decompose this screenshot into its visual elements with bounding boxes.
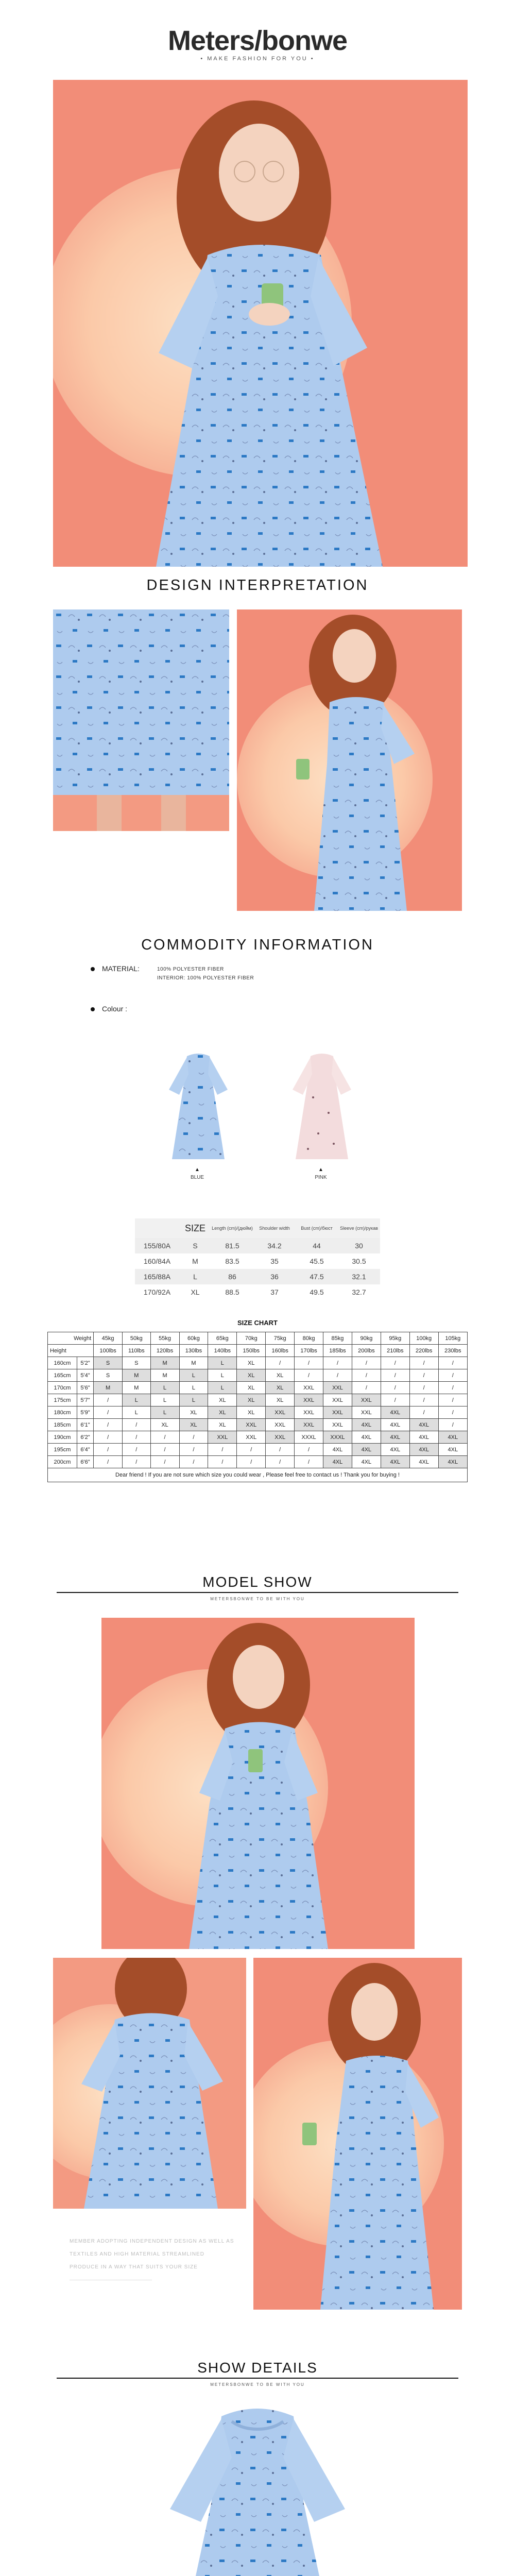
size-chart-cell: XL bbox=[237, 1369, 266, 1382]
size-chart-note-row bbox=[48, 1468, 468, 1482]
size-chart-height-cm: 195cm bbox=[48, 1444, 77, 1456]
size-chart-cell: XXL bbox=[208, 1431, 237, 1444]
size-chart-weight-kg: 85kg bbox=[323, 1332, 352, 1345]
section-divider bbox=[57, 1592, 458, 1593]
size-chart-cell: / bbox=[123, 1431, 151, 1444]
table-row bbox=[48, 1419, 468, 1431]
size-chart-cell: / bbox=[295, 1357, 323, 1369]
size-chart-cell: / bbox=[352, 1382, 381, 1394]
section-title-design: DESIGN INTERPRETATION bbox=[146, 577, 369, 594]
size-chart-weight-kg: 55kg bbox=[150, 1332, 179, 1345]
size-chart-cell: L bbox=[150, 1394, 179, 1406]
size-chart-height-ft: 5'4" bbox=[77, 1369, 93, 1382]
table-cell: 44 bbox=[296, 1238, 338, 1253]
colour-swatch-blue[interactable] bbox=[164, 1051, 233, 1164]
size-chart-height-cm: 160cm bbox=[48, 1357, 77, 1369]
size-chart-cell: / bbox=[266, 1456, 295, 1468]
colour-name-pink: PINK bbox=[315, 1175, 327, 1180]
colour-bullet bbox=[91, 1005, 127, 1013]
model-show-photo-side bbox=[253, 1958, 462, 2310]
size-chart-cell: XL bbox=[150, 1419, 179, 1431]
size-chart-cell: / bbox=[438, 1357, 467, 1369]
bullet-dot-icon bbox=[91, 967, 95, 971]
size-chart-cell: 4XL bbox=[381, 1444, 409, 1456]
size-chart-cell: L bbox=[208, 1357, 237, 1369]
size-chart-cell: / bbox=[409, 1394, 438, 1406]
size-chart-header-row bbox=[48, 1345, 468, 1357]
table-cell: M bbox=[192, 1257, 198, 1265]
table-cell: 36 bbox=[253, 1269, 296, 1284]
size-chart-weight-kg: 90kg bbox=[352, 1332, 381, 1345]
size-chart-cell: / bbox=[438, 1394, 467, 1406]
table-cell: 88.5 bbox=[225, 1288, 239, 1296]
header-size: SIZE bbox=[179, 1218, 211, 1238]
size-chart-cell: XXL bbox=[266, 1431, 295, 1444]
section-title-model-show: MODEL SHOW bbox=[202, 1574, 313, 1590]
size-chart-cell: 4XL bbox=[438, 1444, 467, 1456]
size-chart-weight-kg: 95kg bbox=[381, 1332, 409, 1345]
size-chart-weight-kg: 70kg bbox=[237, 1332, 266, 1345]
size-chart-weight-lbs: 100lbs bbox=[94, 1345, 123, 1357]
size-chart-cell: / bbox=[237, 1444, 266, 1456]
size-chart-cell: 4XL bbox=[409, 1444, 438, 1456]
size-chart-weight-lbs: 140lbs bbox=[208, 1345, 237, 1357]
size-chart-cell: M bbox=[123, 1369, 151, 1382]
measurement-row bbox=[135, 1269, 380, 1284]
size-chart-height-cm: 180cm bbox=[48, 1406, 77, 1419]
size-chart-cell: S bbox=[94, 1357, 123, 1369]
size-chart-cell: XXL bbox=[352, 1406, 381, 1419]
size-chart-height-ft: 5'2" bbox=[77, 1357, 93, 1369]
material-label: MATERIAL: bbox=[102, 964, 140, 973]
table-cell: XL bbox=[191, 1288, 200, 1296]
size-chart-cell: XXL bbox=[266, 1406, 295, 1419]
size-chart-cell: XL bbox=[179, 1419, 208, 1431]
table-cell: 160/84A bbox=[143, 1257, 171, 1265]
table-row bbox=[48, 1444, 468, 1456]
table-row bbox=[48, 1431, 468, 1444]
size-chart-height-cm: 170cm bbox=[48, 1382, 77, 1394]
size-chart-cell: / bbox=[150, 1444, 179, 1456]
size-chart-cell: 4XL bbox=[323, 1444, 352, 1456]
size-chart-cell: / bbox=[381, 1394, 409, 1406]
size-chart-weight-kg: 50kg bbox=[123, 1332, 151, 1345]
size-chart-cell: S bbox=[123, 1357, 151, 1369]
size-chart-cell: / bbox=[94, 1431, 123, 1444]
model-show-photo-front bbox=[101, 1618, 415, 1949]
size-chart-weight-lbs: 220lbs bbox=[409, 1345, 438, 1357]
hero-photo bbox=[53, 80, 468, 567]
size-chart-height-cm: 190cm bbox=[48, 1431, 77, 1444]
size-chart-cell: / bbox=[94, 1456, 123, 1468]
size-chart-cell: XL bbox=[208, 1419, 237, 1431]
size-chart-cell: 4XL bbox=[352, 1456, 381, 1468]
size-chart-cell: / bbox=[381, 1357, 409, 1369]
size-chart-cell: M bbox=[179, 1357, 208, 1369]
size-chart-cell: M bbox=[94, 1382, 123, 1394]
size-chart-cell: XXL bbox=[295, 1406, 323, 1419]
table-cell: 35 bbox=[270, 1257, 279, 1265]
size-chart-cell: 4XL bbox=[381, 1456, 409, 1468]
section-title-show-details: SHOW DETAILS bbox=[197, 2360, 318, 2376]
size-chart-cell: XXL bbox=[295, 1394, 323, 1406]
size-chart-corner-weight: Weight bbox=[48, 1332, 94, 1345]
size-chart-weight-lbs: 110lbs bbox=[123, 1345, 151, 1357]
size-chart-weight-lbs: 185lbs bbox=[323, 1345, 352, 1357]
size-chart-weight-kg: 65kg bbox=[208, 1332, 237, 1345]
bullet-dot-icon bbox=[91, 1007, 95, 1011]
caption-line: TEXTILES AND HIGH MATERIAL STREAMLINED bbox=[70, 2251, 204, 2257]
size-chart-cell: XXXL bbox=[295, 1431, 323, 1444]
table-cell: 45.5 bbox=[310, 1257, 324, 1265]
caption-line: MEMBER ADOPTING INDEPENDENT DESIGN AS WELL AS bbox=[70, 2239, 234, 2244]
table-row bbox=[48, 1369, 468, 1382]
size-chart-cell: / bbox=[208, 1456, 237, 1468]
size-chart-cell: XL bbox=[237, 1406, 266, 1419]
size-chart-cell: / bbox=[295, 1456, 323, 1468]
size-chart-cell: XL bbox=[179, 1406, 208, 1419]
colour-label: Colour : bbox=[102, 1005, 128, 1013]
size-chart-cell: S bbox=[94, 1369, 123, 1382]
size-chart-cell: / bbox=[381, 1369, 409, 1382]
table-cell: 32.1 bbox=[338, 1269, 380, 1284]
size-chart-weight-kg: 60kg bbox=[179, 1332, 208, 1345]
brand-name-left: Meters bbox=[167, 25, 255, 56]
size-chart-cell: / bbox=[438, 1406, 467, 1419]
size-chart-cell: XXXL bbox=[323, 1431, 352, 1444]
header-sleeve: Sleeve (cm)/рукав bbox=[338, 1218, 380, 1238]
size-chart-weight-lbs: 170lbs bbox=[295, 1345, 323, 1357]
size-chart-cell: 4XL bbox=[352, 1431, 381, 1444]
size-chart-cell: 4XL bbox=[409, 1431, 438, 1444]
size-chart-cell: / bbox=[295, 1369, 323, 1382]
header-empty-cell bbox=[135, 1218, 179, 1238]
table-cell: 86 bbox=[211, 1269, 253, 1284]
table-cell: 32.7 bbox=[352, 1288, 366, 1296]
size-chart-cell: / bbox=[438, 1419, 467, 1431]
size-chart-height-ft: 5'9" bbox=[77, 1406, 93, 1419]
size-chart-cell: / bbox=[409, 1357, 438, 1369]
size-chart-cell: / bbox=[179, 1444, 208, 1456]
size-chart-cell: L bbox=[123, 1394, 151, 1406]
colour-swatch-pink[interactable] bbox=[287, 1051, 356, 1164]
size-chart-weight-lbs: 160lbs bbox=[266, 1345, 295, 1357]
brand-name-right: bonwe bbox=[262, 25, 348, 56]
design-detail-photo-model bbox=[237, 609, 462, 911]
size-chart-cell: 4XL bbox=[438, 1431, 467, 1444]
size-chart-height-ft: 6'6" bbox=[77, 1456, 93, 1468]
size-chart-cell: L bbox=[123, 1406, 151, 1419]
brand-slogan: • MAKE FASHION FOR YOU • bbox=[200, 56, 315, 62]
size-chart-cell: / bbox=[94, 1394, 123, 1406]
size-chart-cell: / bbox=[266, 1357, 295, 1369]
size-chart-height-ft: 5'7" bbox=[77, 1394, 93, 1406]
size-chart-cell: / bbox=[352, 1357, 381, 1369]
model-show-photo-back bbox=[53, 1958, 246, 2209]
table-cell: 30 bbox=[338, 1238, 380, 1253]
material-interior: INTERIOR: 100% POLYESTER FIBER bbox=[157, 975, 254, 981]
table-row bbox=[48, 1382, 468, 1394]
table-cell: 170/92A bbox=[143, 1288, 171, 1296]
size-chart-cell: XL bbox=[237, 1357, 266, 1369]
caption-line: PRODUCE IN A WAY THAT SUITS YOUR SIZE bbox=[70, 2264, 198, 2270]
size-chart-cell: / bbox=[409, 1382, 438, 1394]
size-chart-cell: XL bbox=[266, 1369, 295, 1382]
size-chart-cell: XXL bbox=[237, 1419, 266, 1431]
size-chart-weight-lbs: 230lbs bbox=[438, 1345, 467, 1357]
table-cell: S bbox=[179, 1238, 211, 1253]
size-chart-height-cm: 200cm bbox=[48, 1456, 77, 1468]
size-chart-cell: XXL bbox=[237, 1431, 266, 1444]
size-chart-header-row bbox=[48, 1332, 468, 1345]
size-chart-cell: / bbox=[266, 1444, 295, 1456]
table-cell: 49.5 bbox=[310, 1288, 324, 1296]
size-chart-cell: / bbox=[409, 1369, 438, 1382]
size-chart-cell: M bbox=[123, 1382, 151, 1394]
measurement-table bbox=[135, 1218, 380, 1300]
size-chart-cell: / bbox=[438, 1369, 467, 1382]
size-chart-cell: / bbox=[208, 1444, 237, 1456]
measurement-header-row bbox=[135, 1218, 380, 1238]
colour-name-blue: BLUE bbox=[190, 1175, 204, 1180]
table-row bbox=[48, 1394, 468, 1406]
material-bullet bbox=[91, 964, 140, 973]
size-chart-height-cm: 175cm bbox=[48, 1394, 77, 1406]
size-chart-cell: / bbox=[381, 1382, 409, 1394]
size-chart-note: Dear friend ! If you are not sure which size you could wear , Please feel free to contact us ! Thank you for buying ! bbox=[48, 1468, 468, 1482]
size-chart-cell: / bbox=[179, 1456, 208, 1468]
size-chart-cell: M bbox=[150, 1357, 179, 1369]
size-chart-title: SIZE CHART bbox=[237, 1319, 278, 1327]
size-chart-cell: / bbox=[150, 1431, 179, 1444]
size-chart-height-ft: 5'6" bbox=[77, 1382, 93, 1394]
table-cell: 47.5 bbox=[296, 1269, 338, 1284]
header-length: Length (cm)/(дюйм) bbox=[211, 1218, 253, 1238]
table-cell: 165/88A bbox=[135, 1269, 179, 1284]
size-chart-weight-lbs: 130lbs bbox=[179, 1345, 208, 1357]
size-chart-cell: L bbox=[208, 1369, 237, 1382]
table-row bbox=[48, 1357, 468, 1369]
size-chart-cell: 4XL bbox=[409, 1456, 438, 1468]
table-cell: L bbox=[179, 1269, 211, 1284]
table-cell: 30.5 bbox=[352, 1257, 366, 1265]
size-chart-weight-lbs: 120lbs bbox=[150, 1345, 179, 1357]
size-chart-weight-lbs: 210lbs bbox=[381, 1345, 409, 1357]
size-chart-cell: XXL bbox=[323, 1382, 352, 1394]
brand-logo bbox=[0, 25, 515, 57]
size-chart-cell: XL bbox=[237, 1394, 266, 1406]
size-chart-cell: / bbox=[237, 1456, 266, 1468]
size-chart-cell: XL bbox=[208, 1406, 237, 1419]
size-chart-height-cm: 165cm bbox=[48, 1369, 77, 1382]
table-row bbox=[48, 1456, 468, 1468]
size-chart-cell: / bbox=[295, 1444, 323, 1456]
size-chart-weight-lbs: 200lbs bbox=[352, 1345, 381, 1357]
size-chart-cell: XL bbox=[237, 1382, 266, 1394]
section-subtitle-show-details: METERSBONWE TO BE WITH YOU bbox=[210, 2382, 305, 2387]
measurement-row bbox=[135, 1284, 380, 1300]
size-chart-cell: 4XL bbox=[323, 1456, 352, 1468]
arrow-up-icon: ▲ bbox=[318, 1167, 323, 1173]
size-chart-cell: XL bbox=[266, 1394, 295, 1406]
size-chart-cell: 4XL bbox=[438, 1456, 467, 1468]
table-cell: 34.2 bbox=[253, 1238, 296, 1253]
size-chart-cell: XXL bbox=[266, 1419, 295, 1431]
size-chart-cell: XXL bbox=[352, 1394, 381, 1406]
section-subtitle-model-show: METERSBONWE TO BE WITH YOU bbox=[210, 1597, 305, 1601]
size-chart-cell: / bbox=[94, 1419, 123, 1431]
measurement-row bbox=[135, 1238, 380, 1253]
size-chart-cell: XXL bbox=[323, 1419, 352, 1431]
size-chart-cell: L bbox=[179, 1394, 208, 1406]
size-chart-cell: XXL bbox=[323, 1406, 352, 1419]
size-chart-cell: / bbox=[123, 1444, 151, 1456]
size-chart-cell: / bbox=[123, 1456, 151, 1468]
size-chart-height-ft: 6'4" bbox=[77, 1444, 93, 1456]
size-chart-cell: 4XL bbox=[352, 1444, 381, 1456]
size-chart-cell: / bbox=[123, 1419, 151, 1431]
size-chart-cell: / bbox=[323, 1369, 352, 1382]
section-title-commodity: COMMODITY INFORMATION bbox=[141, 937, 374, 953]
size-chart-cell: / bbox=[94, 1406, 123, 1419]
size-chart-weight-kg: 105kg bbox=[438, 1332, 467, 1345]
arrow-up-icon: ▲ bbox=[195, 1167, 200, 1173]
size-chart-cell: / bbox=[352, 1369, 381, 1382]
size-chart-corner-height: Height bbox=[48, 1345, 94, 1357]
size-chart-cell: M bbox=[150, 1369, 179, 1382]
size-chart-height-ft: 6'2" bbox=[77, 1431, 93, 1444]
size-chart-cell: / bbox=[438, 1382, 467, 1394]
size-chart-cell: 4XL bbox=[381, 1406, 409, 1419]
size-chart-cell: / bbox=[150, 1456, 179, 1468]
size-chart-height-cm: 185cm bbox=[48, 1419, 77, 1431]
size-chart-cell: XXL bbox=[295, 1382, 323, 1394]
size-chart-cell: / bbox=[409, 1406, 438, 1419]
size-chart-cell: XXL bbox=[295, 1419, 323, 1431]
size-chart-cell: 4XL bbox=[381, 1419, 409, 1431]
size-chart-weight-kg: 80kg bbox=[295, 1332, 323, 1345]
size-chart-table bbox=[47, 1332, 468, 1482]
size-chart-cell: XL bbox=[208, 1394, 237, 1406]
size-chart-cell: / bbox=[94, 1444, 123, 1456]
table-cell: 83.5 bbox=[225, 1257, 239, 1265]
size-chart-cell: L bbox=[179, 1382, 208, 1394]
size-chart-cell: 4XL bbox=[409, 1419, 438, 1431]
size-chart-cell: L bbox=[150, 1382, 179, 1394]
size-chart-cell: L bbox=[150, 1406, 179, 1419]
table-row bbox=[48, 1406, 468, 1419]
size-chart-cell: / bbox=[179, 1431, 208, 1444]
section-divider bbox=[57, 2378, 458, 2379]
design-detail-photo-skirt bbox=[53, 609, 229, 831]
size-chart-cell: 4XL bbox=[381, 1431, 409, 1444]
table-cell: 155/80A bbox=[135, 1238, 179, 1253]
table-cell: 37 bbox=[270, 1288, 279, 1296]
material-exterior: 100% POLYESTER FIBER bbox=[157, 967, 224, 972]
size-chart-cell: 4XL bbox=[352, 1419, 381, 1431]
size-chart-weight-kg: 75kg bbox=[266, 1332, 295, 1345]
size-chart-cell: XL bbox=[266, 1382, 295, 1394]
show-details-dress-photo bbox=[154, 2401, 360, 2576]
size-chart-weight-kg: 100kg bbox=[409, 1332, 438, 1345]
header-bust: Bust (cm)/бюст bbox=[296, 1218, 338, 1238]
measurement-row bbox=[135, 1253, 380, 1269]
header-shoulder: Shoulder width bbox=[253, 1218, 296, 1238]
size-chart-cell: L bbox=[179, 1369, 208, 1382]
size-chart-cell: / bbox=[323, 1357, 352, 1369]
logo-slash-icon: / bbox=[254, 25, 262, 56]
size-chart-cell: XXL bbox=[323, 1394, 352, 1406]
size-chart-height-ft: 6'1" bbox=[77, 1419, 93, 1431]
size-chart-weight-lbs: 150lbs bbox=[237, 1345, 266, 1357]
table-cell: 81.5 bbox=[211, 1238, 253, 1253]
size-chart-cell: L bbox=[208, 1382, 237, 1394]
size-chart-weight-kg: 45kg bbox=[94, 1332, 123, 1345]
